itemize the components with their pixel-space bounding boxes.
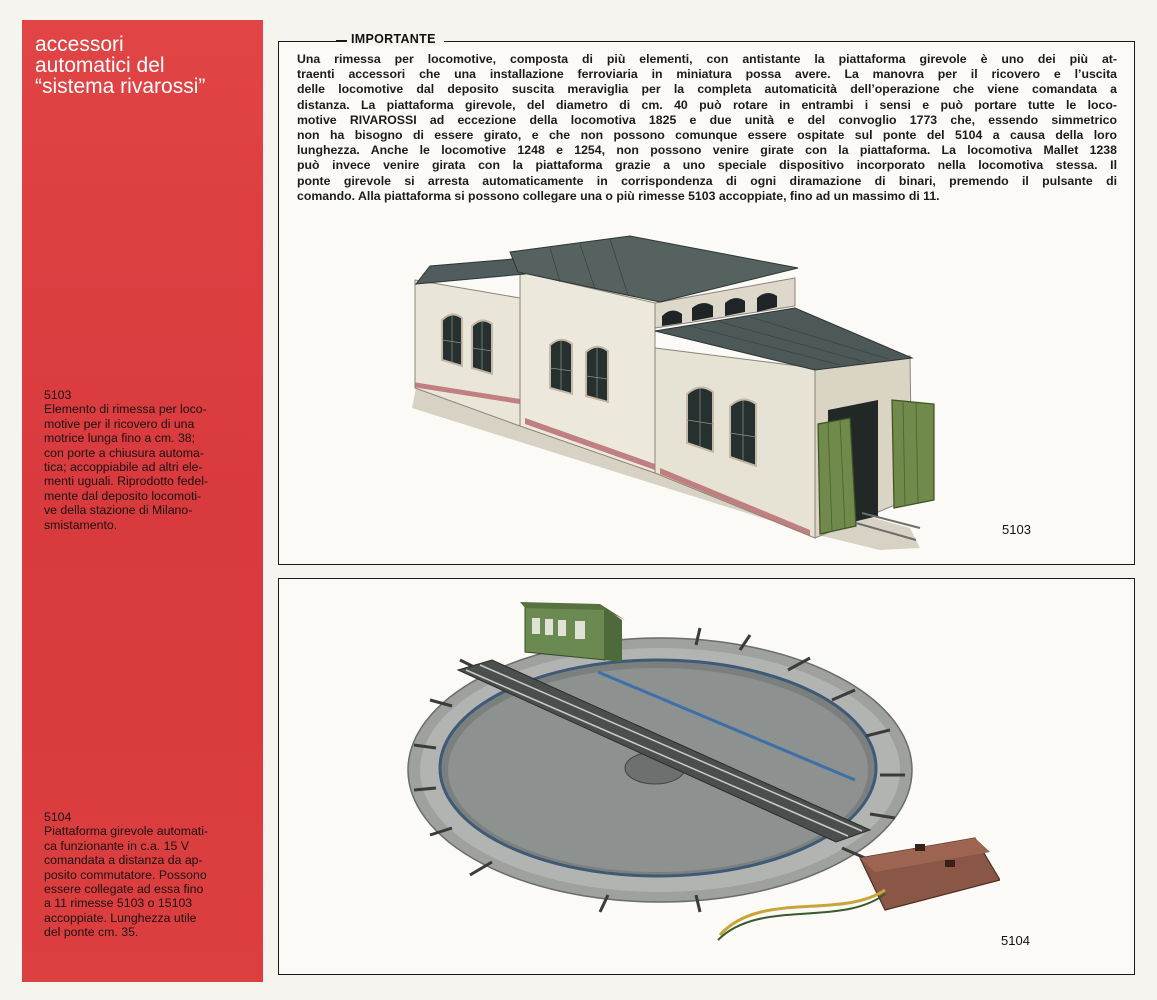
sidebar-title-line: automatici del	[35, 54, 165, 77]
text-line: non ha bisogno di essere girato, e che non possono comunque essere ospitate sul ponte del 5104 a causa della loro	[297, 128, 1117, 143]
text-line: distanza. La piattaforma girevole, del diametro di cm. 40 può rotare in entrambi i sensi e può portare tutte le loco-	[297, 97, 1117, 112]
description-line: accoppiate. Lunghezza utile	[44, 910, 197, 925]
product-code: 5104	[44, 810, 72, 824]
roof-left	[416, 258, 525, 284]
description-line: Elemento di rimessa per loco-	[44, 402, 207, 417]
description-line: ca funzionante in c.a. 15 V	[44, 838, 189, 853]
product-description-5103	[44, 388, 249, 532]
text-line: Una rimessa per locomotive, composta di più elementi, con antistante la piattaforma girevole è uno dei più at-	[297, 52, 1117, 66]
description-line: essere collegate ad essa fino	[44, 882, 204, 897]
text-line: motive RIVAROSSI ad eccezione della locomotiva 1825 e due unità e del convoglio 1773 che, essendo simmetrico	[297, 112, 1117, 127]
description-line: smistamento.	[44, 517, 118, 532]
shed-door-left	[818, 418, 856, 534]
turntable-illustration	[400, 590, 1000, 950]
cabin-side	[605, 608, 622, 662]
sidebar-title-line: accessori	[35, 33, 124, 56]
description-line: del ponte cm. 35.	[44, 925, 139, 940]
important-heading: IMPORTANTE	[347, 32, 444, 46]
description-line: menti uguali. Riprodotto fedel-	[44, 474, 209, 489]
control-cable	[720, 890, 885, 935]
description-line: ve della stazione di Milano-	[44, 503, 193, 518]
text-line: può invece venire girata con la piattaforma grazie a uno speciale dispositivo incorporato nella locomotiva stessa. Il	[297, 158, 1117, 173]
locomotive-shed-illustration	[400, 228, 940, 553]
sidebar-title-line: “sistema rivarossi”	[35, 75, 206, 98]
text-line: comando. Alla piattaforma si possono collegare una o più rimesse 5103 accoppiate, fino ad un massimo di 11.	[297, 188, 940, 203]
sidebar	[22, 20, 263, 982]
description-line: motrice lunga fino a cm. 38;	[44, 431, 196, 446]
important-text	[297, 52, 1117, 204]
description-line: comandata a distanza da ap-	[44, 853, 203, 868]
product-code: 5103	[44, 388, 72, 402]
description-line: Piattaforma girevole automati-	[44, 824, 209, 839]
description-line: posito commutatore. Possono	[44, 867, 207, 882]
description-line: con porte a chiusura automa-	[44, 445, 204, 460]
text-line: delle locomotive dal deposito suscita meraviglia per la completa automaticità dell’operazione che viene comandata a	[297, 82, 1117, 97]
text-line: ponte girevole si arresta automaticamente in corrispondenza di ogni diramazione di binari, premendo il pulsante di	[297, 173, 1117, 188]
description-line: a 11 rimesse 5103 o 15103	[44, 896, 193, 911]
text-line: traenti accessori che una installazione ferroviaria in miniatura possa avere. La manovra per il ricovero e l’uscita	[297, 67, 1117, 82]
description-line: motive per il ricovero di una	[44, 416, 195, 431]
text-line: lunghezza. Anche le locomotive 1248 e 1254, non possono venire girate con la piattaforma. La locomotiva Mallet 1238	[297, 143, 1117, 158]
turntable-caption: 5104	[1001, 933, 1030, 948]
description-line: mente dal deposito locomoti-	[44, 488, 202, 503]
sidebar-title	[35, 34, 260, 97]
shed-caption: 5103	[1002, 522, 1031, 537]
description-line: tica; accoppiabile ad altri ele-	[44, 460, 203, 475]
shed-door-right	[892, 400, 934, 508]
product-description-5104	[44, 810, 249, 940]
